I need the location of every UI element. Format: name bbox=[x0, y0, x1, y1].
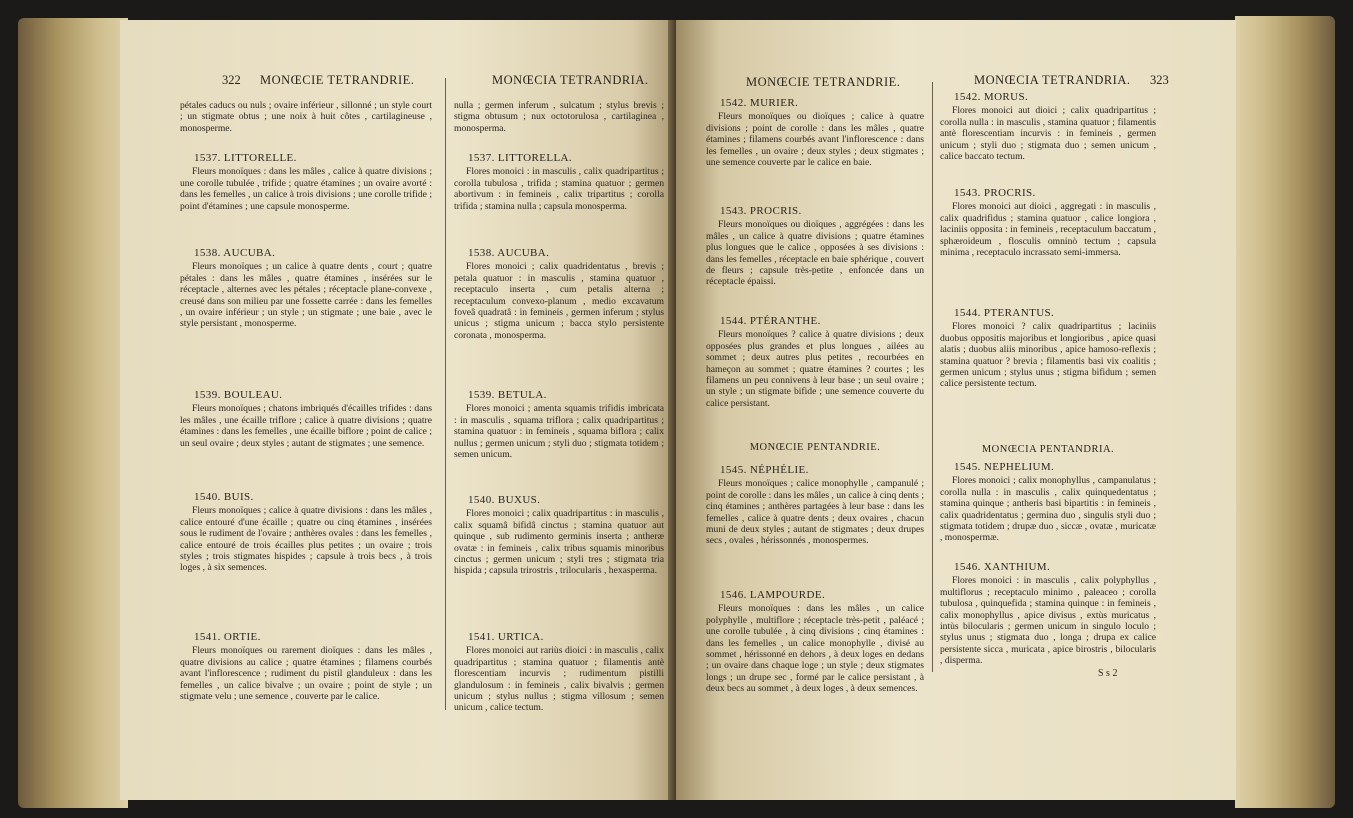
column-divider bbox=[932, 82, 933, 672]
entry-1543: 1543. PROCRIS. Fleurs monoïques ou dioïques , aggrégées : dans les mâles , un calice à quatre divisions ; quatre étamines plus longues que le calice , opposées à ses divisions : dans les femelles , réceptacle en baie sphérique , couvert de fleurs ; capsule très-petite , enfoncée dans un réceptacle épaissi. bbox=[706, 205, 924, 288]
entry-1542: 1542. MORUS. Flores monoici aut dioici ; calix quadripartitus ; corolla nulla : in masculis , stamina quatuor ; filamentis antè florescentiam incurvis : in femineis , germen unicum ; styli duo ; stigmata duo ; semen unicum , calice baccato tectum. bbox=[940, 91, 1156, 163]
entry-1540: 1540. BUXUS. Flores monoici ; calix quadripartitus : in masculis , calix squamâ bifidâ cinctus ; stamina quatuor aut quinque , sub rudimento germinis inserta ; antheræ ovatæ : in femineis , calix tribus squamis minoribus cinctus ; germen unicum ; styli tres ; stigmata tria hispida ; capsula trirostris , trilocularis , hexasperma. bbox=[454, 494, 664, 577]
entry-1537: 1537. LITTORELLA. Flores monoici : in masculis , calix quadripartitus ; corolla tubulosa , trifida ; stamina quatuor ; germen abortivum : in femineis , calix tripartitus ; corolla trifida ; stamina nulla ; capsula monosperma. bbox=[454, 152, 664, 212]
left-page-edges bbox=[18, 18, 128, 808]
entry-1538: 1538. AUCUBA. Flores monoici ; calix quadridentatus , brevis ; petala quatuor : in masculis , stamina quatuor , receptaculo inserta , cum petalis alterna ; receptaculum convexo-planum , medio excavatum foveâ quadratâ : in femineis , germen inferum ; stylus unicus ; stigma unicum ; bacca stylo persistente coronata , monosperma. bbox=[454, 247, 664, 341]
entry-1545: 1545. NEPHELIUM. Flores monoici ; calix monophyllus , campanulatus ; corolla nulla : in masculis , calix quinquedentatus ; stamina quinque ; antheris basi bipartitis : in femineis , calix quadridentatus ; germina duo , singulis styli duo ; stigmata totidem ; drupæ duo , siccæ , ovatæ , muricatæ , monospermæ. bbox=[940, 461, 1156, 544]
entry-1539: 1539. BETULA. Flores monoici ; amenta squamis trifidis imbricata : in masculis , squama triflora ; calix quadripartitus ; stamina quatuor : in femineis , squama biflora ; calix nullus ; germen unicum ; styli duo ; stigmata totidem ; semen unicum. bbox=[454, 389, 664, 461]
section-heading: MONŒCIE PENTANDRIE. bbox=[749, 442, 881, 453]
entry-1546: 1546. XANTHIUM. Flores monoici : in masculis , calix polyphyllus , multiflorus ; receptaculo minimo , paleaceo ; corolla tubulosa , quinquefida ; stamina quinque : in femineis , calix monophyllus , apice divisus , extùs muricatus , intùs bilocularis ; germen unicum in singulo loculo ; stylus unus ; stigmata duo , longa ; drupa ex calice persistente sicca , muricata , apice birostris , bilocularis , disperma. bbox=[940, 561, 1156, 667]
running-head-latin: MONŒCIA TETRANDRIA. bbox=[492, 73, 649, 87]
signature-mark: S s 2 bbox=[1098, 668, 1118, 679]
page-number: 322 bbox=[222, 73, 241, 87]
entry-continuation: nulla ; germen inferum , sulcatum ; stylus brevis ; stigma obtusum ; nux octotorulosa , cartilaginea , monosperma. bbox=[454, 100, 664, 134]
entry-1540: 1540. BUIS. Fleurs monoïques ; calice à quatre divisions : dans les mâles , calice entouré d'une écaille ; quatre ou cinq étamines , insérées sous le rudiment de l'ovaire ; anthères ovales : dans les femelles , calice entouré de trois écailles plus petites ; un ovaire ; trois styles ; trois stigmates hispides ; capsule à trois becs , à trois loges , à six semences. bbox=[180, 491, 432, 574]
running-head-latin: MONŒCIA TETRANDRIA. bbox=[974, 73, 1131, 87]
section-heading: MONŒCIA PENTANDRIA. bbox=[981, 444, 1115, 455]
entry-1544: 1544. PTÉRANTHE. Fleurs monoïques ? calice à quatre divisions ; deux opposées plus grandes et plus longues , ailées au sommet ; deux autres plus petites , recourbées en hameçon au sommet ; quatre étamines ? courtes ; les filamens un peu connivens à leur base ; un seul ovaire ; un style ; un stigmate bifide ; une semence couverte du calice persistant. bbox=[706, 315, 924, 409]
entry-continuation: pétales caducs ou nuls ; ovaire inférieur , sillonné ; un style court ; un stigmate obtus ; une noix à huit côtes , cartilagineuse , monosperme. bbox=[180, 100, 432, 134]
entry-1539: 1539. BOULEAU. Fleurs monoïques ; chatons imbriqués d'écailles trifides : dans les mâles , une écaille triflore ; calice à quatre divisions ; quatre étamines : dans les femelles , une écaille biflore ; point de calice ; un seul ovaire ; deux styles ; autant de stigmates ; une semence. bbox=[180, 389, 433, 449]
entry-1543: 1543. PROCRIS. Flores monoici aut dioici , aggregati : in masculis , calix quadrifidus ; stamina quatuor , calice longiora , laciniis opposita : in femineis , receptaculum baccatum , sphæroideum , flosculis omninò tectum ; capsula minima , receptaculo incrassato semi-immersa. bbox=[940, 187, 1156, 259]
running-head-french: MONŒCIE TETRANDRIE. bbox=[746, 75, 901, 89]
entry-1537: 1537. LITTORELLE. Fleurs monoïques : dans les mâles , calice à quatre divisions ; une corolle tubulée , trifide ; quatre étamines ; un ovaire avorté : dans les femelles , un calice à trois divisions ; une corolle trifide ; point d'étamines ; une capsule monosperme. bbox=[180, 152, 432, 212]
entry-1542: 1542. MURIER. Fleurs monoïques ou dioïques ; calice à quatre divisions ; point de corolle : dans les mâles , quatre étamines ; filamens courbés avant l'inflorescence : dans les femelles , un ovaire ; deux styles ; deux stigmates ; une semence couverte par le calice en baie. bbox=[706, 97, 924, 169]
page-number: 323 bbox=[1150, 73, 1169, 87]
right-page bbox=[676, 20, 1236, 800]
right-page-edges bbox=[1235, 16, 1335, 808]
left-page bbox=[120, 20, 676, 800]
entry-1541: 1541. ORTIE. Fleurs monoïques ou rarement dioïques : dans les mâles , quatre divisions au calice ; quatre étamines ; filamens courbés avant l'inflorescence ; rudiment du pistil glanduleux : dans les femelles , un calice bivalve ; un ovaire ; point de style ; un stigmate velu ; une semence , couverte par le calice. bbox=[180, 631, 432, 703]
entry-1541: 1541. URTICA. Flores monoici aut rariùs dioici : in masculis , calix quadripartitus ; stamina quatuor ; filamentis antè florescentiam incurvis ; rudimentum pistilli glandulosum : in femineis , calix bivalvis ; germen unicum ; stylus nullus ; stigma villosum ; semen unicum , calice tectum. bbox=[454, 631, 664, 714]
running-head-french: MONŒCIE TETRANDRIE. bbox=[260, 73, 415, 87]
entry-1546: 1546. LAMPOURDE. Fleurs monoïques : dans les mâles , un calice polyphylle , multiflore ; réceptacle très-petit , paléacé ; une corolle tubulée , à cinq divisions ; cinq étamines : dans les femelles , un calice monophylle , divisé au sommet , hérissonné en dehors , à deux loges en dedans ; un ovaire dans chaque loge ; un style ; deux stigmates longs ; un drupe sec , formé par le calice persistant , à deux becs au sommet , à deux loges , à deux semences. bbox=[706, 589, 924, 695]
column-divider bbox=[445, 78, 446, 710]
entry-1544: 1544. PTERANTUS. Flores monoici ? calix quadripartitus ; laciniis duobus oppositis majoribus et longioribus , apice quasi alatis ; duobus aliis minoribus , apice hamoso-reflexis ; stamina quatuor ? brevia ; filamentis basi vix coalitis ; germen unicum ; stylus unus ; stigma bifidum ; semen calice persistente tectum. bbox=[940, 307, 1156, 390]
entry-1545: 1545. NÉPHÉLIE. Fleurs monoïques ; calice monophylle , campanulé ; point de corolle : dans les mâles , un calice à cinq dents ; cinq étamines ; anthères partagées à leur base : dans les femelles , calice à quatre dents ; deux ovaires , chacun muni de deux styles ; autant de stigmates ; deux drupes secs , ovales , hérissonnés , monospermes. bbox=[706, 464, 924, 547]
entry-1538: 1538. AUCUBA. Fleurs monoïques ; un calice à quatre dents , court ; quatre pétales : dans les mâles , quatre étamines , insérées sur le réceptacle , alternes avec les pétales ; réceptacle plane-convexe , creusé dans son milieu par une fossette carrée : dans les femelles , un ovaire inférieur ; un style ; un stigmate ; une baie , avec le style persistant , monosperme. bbox=[180, 247, 432, 330]
